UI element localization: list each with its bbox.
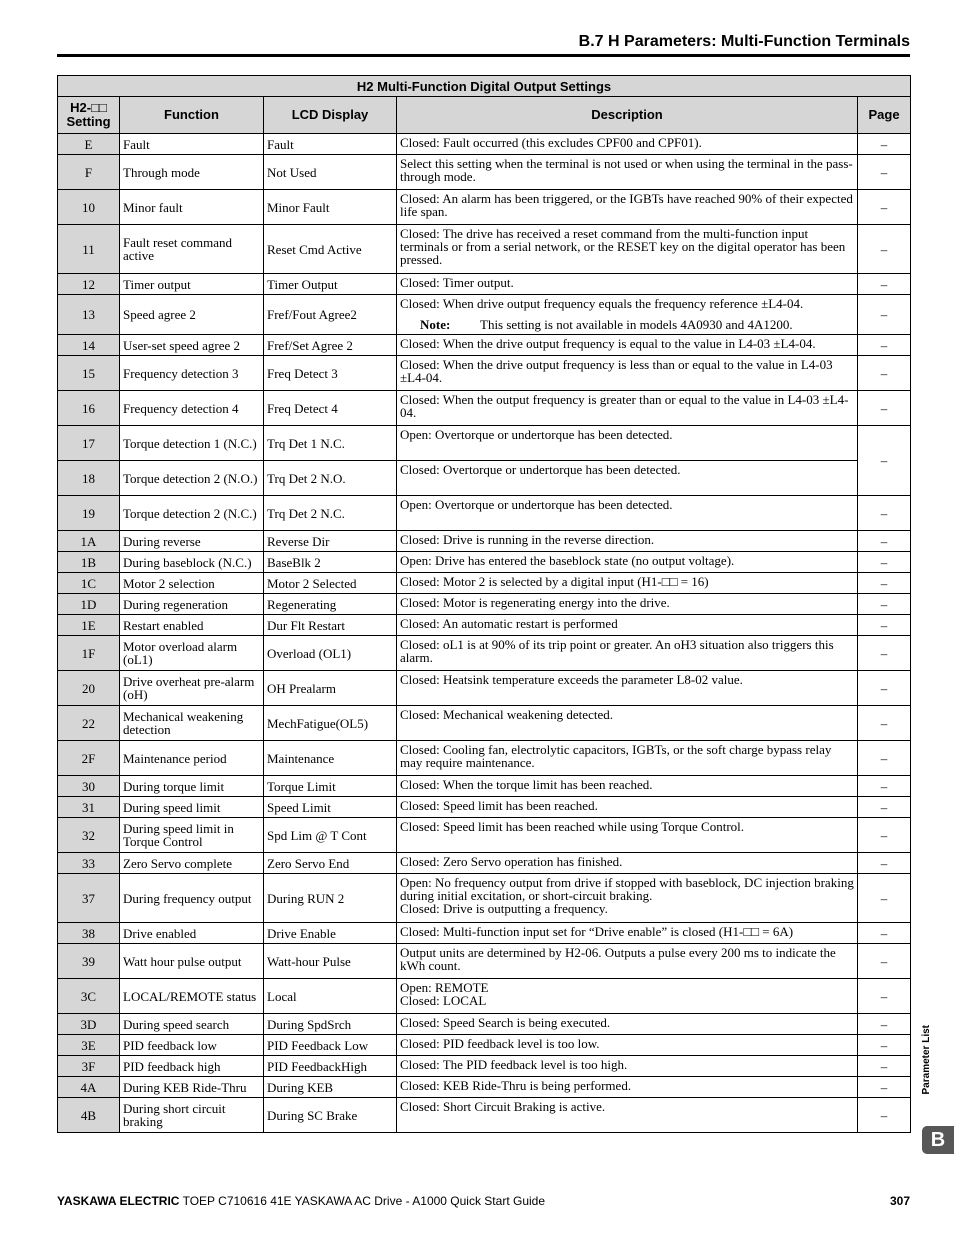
function-cell: Minor fault [120, 190, 264, 225]
description-line: Open: Overtorque or undertorque has been detected. [400, 427, 673, 442]
function-cell: Torque detection 1 (N.C.) [120, 426, 264, 461]
page-cell: – [858, 874, 911, 923]
lcd-display-cell: Timer Output [264, 274, 397, 295]
lcd-display-cell: PID Feedback Low [264, 1035, 397, 1056]
lcd-display-cell: Zero Servo End [264, 853, 397, 874]
page-cell: – [858, 776, 911, 797]
function-cell: PID feedback low [120, 1035, 264, 1056]
description-cell [397, 552, 858, 573]
table-row [58, 853, 911, 874]
setting-cell: 18 [58, 461, 120, 496]
description-cell [397, 134, 858, 155]
description-line: Output units are determined by H2-06. Outputs a pulse every 200 ms to indicate the kWh count. [400, 945, 836, 973]
table-caption: H2 Multi-Function Digital Output Settings [58, 76, 911, 97]
description-cell [397, 594, 858, 615]
function-cell: Drive enabled [120, 923, 264, 944]
lcd-display-cell: During SC Brake [264, 1098, 397, 1133]
description-cell [397, 155, 858, 190]
table-row [58, 426, 911, 461]
description-cell [397, 391, 858, 426]
lcd-display-cell: PID FeedbackHigh [264, 1056, 397, 1077]
function-cell: Motor 2 selection [120, 573, 264, 594]
table-row [58, 552, 911, 573]
page-cell: – [858, 531, 911, 552]
description-line: Open: REMOTE [400, 980, 489, 995]
description-cell [397, 190, 858, 225]
table-row [58, 356, 911, 391]
lcd-display-cell: Torque Limit [264, 776, 397, 797]
function-cell: Speed agree 2 [120, 295, 264, 335]
table-row [58, 671, 911, 706]
setting-cell: 14 [58, 335, 120, 356]
description-line: Closed: Overtorque or undertorque has been detected. [400, 462, 681, 477]
table-row [58, 594, 911, 615]
page-cell: – [858, 636, 911, 671]
function-cell: During speed limit in Torque Control [120, 818, 264, 853]
column-header-page: Page [858, 97, 911, 134]
description-line: Closed: PID feedback level is too low. [400, 1036, 600, 1051]
function-cell: During speed search [120, 1014, 264, 1035]
lcd-display-cell: Watt-hour Pulse [264, 944, 397, 979]
function-cell: During KEB Ride-Thru [120, 1077, 264, 1098]
description-cell [397, 356, 858, 391]
page-cell: – [858, 594, 911, 615]
page-cell: – [858, 155, 911, 190]
setting-cell: 22 [58, 706, 120, 741]
description-cell [397, 874, 858, 923]
table-row [58, 1098, 911, 1133]
setting-cell: 13 [58, 295, 120, 335]
lcd-display-cell: Fault [264, 134, 397, 155]
description-line: Closed: The drive has received a reset command from the multi-function input terminals or from a serial network, or the RESET key on the digital operator has been pressed. [400, 226, 846, 267]
lcd-display-cell: Minor Fault [264, 190, 397, 225]
description-cell [397, 741, 858, 776]
description-line: Closed: KEB Ride-Thru is being performed. [400, 1078, 632, 1093]
table-row [58, 797, 911, 818]
function-cell: Frequency detection 3 [120, 356, 264, 391]
lcd-display-cell: Motor 2 Selected [264, 573, 397, 594]
table-row [58, 391, 911, 426]
setting-cell: 11 [58, 225, 120, 274]
page-cell: – [858, 426, 911, 496]
description-line: Closed: Fault occurred (this excludes CPF00 and CPF01). [400, 135, 702, 150]
table-row [58, 134, 911, 155]
function-cell: During speed limit [120, 797, 264, 818]
lcd-display-cell: Trq Det 1 N.C. [264, 426, 397, 461]
table-row [58, 496, 911, 531]
description-line: Closed: Mechanical weakening detected. [400, 707, 613, 722]
column-header-description: Description [397, 97, 858, 134]
table-row [58, 741, 911, 776]
function-cell: During short circuit braking [120, 1098, 264, 1133]
table-row [58, 274, 911, 295]
description-line: Closed: The PID feedback level is too high. [400, 1057, 628, 1072]
table-row [58, 531, 911, 552]
function-cell: During baseblock (N.C.) [120, 552, 264, 573]
description-cell [397, 225, 858, 274]
setting-cell: 1D [58, 594, 120, 615]
h2-settings-table [57, 75, 911, 1133]
table-row [58, 979, 911, 1014]
lcd-display-cell: MechFatigue(OL5) [264, 706, 397, 741]
setting-cell: 1E [58, 615, 120, 636]
function-cell: Timer output [120, 274, 264, 295]
page-cell: – [858, 818, 911, 853]
function-cell: Restart enabled [120, 615, 264, 636]
description-line: Closed: Drive is running in the reverse direction. [400, 532, 655, 547]
description-line: Closed: Speed Search is being executed. [400, 1015, 611, 1030]
setting-cell: 32 [58, 818, 120, 853]
setting-cell: 12 [58, 274, 120, 295]
side-tab-label: Parameter List [921, 1025, 932, 1095]
function-cell: PID feedback high [120, 1056, 264, 1077]
page-cell: – [858, 671, 911, 706]
table-row [58, 923, 911, 944]
description-cell [397, 776, 858, 797]
table-row [58, 1077, 911, 1098]
lcd-display-cell: Fref/Fout Agree2 [264, 295, 397, 335]
description-line: Open: Drive has entered the baseblock state (no output voltage). [400, 553, 735, 568]
page-cell: – [858, 1014, 911, 1035]
setting-cell: 37 [58, 874, 120, 923]
function-cell: Watt hour pulse output [120, 944, 264, 979]
page-cell: – [858, 741, 911, 776]
lcd-display-cell: Not Used [264, 155, 397, 190]
description-line: Closed: Zero Servo operation has finished. [400, 854, 623, 869]
table-row [58, 874, 911, 923]
description-line: Closed: Drive is outputting a frequency. [400, 901, 608, 916]
description-cell [397, 818, 858, 853]
function-cell: Maintenance period [120, 741, 264, 776]
setting-cell: 15 [58, 356, 120, 391]
description-cell [397, 335, 858, 356]
function-cell: User-set speed agree 2 [120, 335, 264, 356]
description-cell [397, 671, 858, 706]
description-cell [397, 1077, 858, 1098]
lcd-display-cell: Fref/Set Agree 2 [264, 335, 397, 356]
note-text: This setting is not available in models 4A0930 and 4A1200. [480, 317, 793, 332]
page-cell: – [858, 335, 911, 356]
function-cell: Frequency detection 4 [120, 391, 264, 426]
lcd-display-cell: Trq Det 2 N.O. [264, 461, 397, 496]
lcd-display-cell: Freq Detect 4 [264, 391, 397, 426]
description-line: Closed: Multi-function input set for “Drive enable” is closed (H1-□□ = 6A) [400, 924, 794, 939]
description-cell [397, 496, 858, 531]
lcd-display-cell: During RUN 2 [264, 874, 397, 923]
description-cell [397, 979, 858, 1014]
lcd-display-cell: Freq Detect 3 [264, 356, 397, 391]
description-line: Closed: An alarm has been triggered, or the IGBTs have reached 90% of their expected life span. [400, 191, 853, 219]
description-cell [397, 706, 858, 741]
table-row [58, 706, 911, 741]
setting-cell: 20 [58, 671, 120, 706]
description-line: Open: No frequency output from drive if stopped with baseblock, DC injection braking during initial excitation, or short-circuit braking. [400, 875, 854, 903]
table-row [58, 615, 911, 636]
setting-cell: 4B [58, 1098, 120, 1133]
description-line: Closed: An automatic restart is performed [400, 616, 618, 631]
description-cell [397, 573, 858, 594]
description-line: Closed: Cooling fan, electrolytic capacitors, IGBTs, or the soft charge bypass relay may require maintenance. [400, 742, 832, 770]
lcd-display-cell: OH Prealarm [264, 671, 397, 706]
note-line [400, 318, 854, 331]
description-line: Closed: Short Circuit Braking is active. [400, 1099, 606, 1114]
footer-doc: TOEP C710616 41E YASKAWA AC Drive - A1000 Quick Start Guide [182, 1194, 546, 1208]
note-label: Note: [420, 317, 451, 332]
description-cell [397, 853, 858, 874]
setting-cell: E [58, 134, 120, 155]
table-row [58, 1035, 911, 1056]
lcd-display-cell: BaseBlk 2 [264, 552, 397, 573]
page-cell: – [858, 797, 911, 818]
description-line: Closed: Speed limit has been reached while using Torque Control. [400, 819, 745, 834]
setting-cell: 10 [58, 190, 120, 225]
description-cell [397, 531, 858, 552]
page-number: 307 [889, 1194, 910, 1208]
function-cell: During reverse [120, 531, 264, 552]
table-row [58, 295, 911, 335]
lcd-display-cell: Maintenance [264, 741, 397, 776]
description-cell [397, 426, 858, 461]
setting-cell: 3D [58, 1014, 120, 1035]
function-cell: During frequency output [120, 874, 264, 923]
setting-cell: 17 [58, 426, 120, 461]
setting-cell: 1C [58, 573, 120, 594]
lcd-display-cell: Overload (OL1) [264, 636, 397, 671]
setting-cell: 33 [58, 853, 120, 874]
table-row [58, 461, 911, 496]
table-row [58, 225, 911, 274]
page-cell: – [858, 615, 911, 636]
lcd-display-cell: Dur Flt Restart [264, 615, 397, 636]
lcd-display-cell: During KEB [264, 1077, 397, 1098]
description-cell [397, 615, 858, 636]
function-cell: Fault [120, 134, 264, 155]
setting-cell: 30 [58, 776, 120, 797]
description-line: Closed: When the torque limit has been reached. [400, 777, 653, 792]
description-line: Closed: When the drive output frequency is equal to the value in L4-03 ±L4-04. [400, 336, 816, 351]
function-cell: Motor overload alarm (oL1) [120, 636, 264, 671]
page-cell: – [858, 1077, 911, 1098]
column-header-function: Function [120, 97, 264, 134]
description-cell [397, 1035, 858, 1056]
table-row [58, 636, 911, 671]
setting-cell: 4A [58, 1077, 120, 1098]
page-cell: – [858, 1035, 911, 1056]
lcd-display-cell: Spd Lim @ T Cont [264, 818, 397, 853]
page-cell: – [858, 190, 911, 225]
lcd-display-cell: Reverse Dir [264, 531, 397, 552]
function-cell: During regeneration [120, 594, 264, 615]
page-cell: – [858, 979, 911, 1014]
setting-cell: 3C [58, 979, 120, 1014]
description-cell [397, 1056, 858, 1077]
description-cell [397, 636, 858, 671]
table-row [58, 776, 911, 797]
lcd-display-cell: Local [264, 979, 397, 1014]
setting-cell: 39 [58, 944, 120, 979]
function-cell: LOCAL/REMOTE status [120, 979, 264, 1014]
setting-cell: 1A [58, 531, 120, 552]
setting-cell: 1B [58, 552, 120, 573]
setting-cell: 3F [58, 1056, 120, 1077]
description-line: Closed: Heatsink temperature exceeds the parameter L8-02 value. [400, 672, 743, 687]
description-line: Closed: When the drive output frequency is less than or equal to the value in L4-03 ±L4-04. [400, 357, 833, 385]
lcd-display-cell: Speed Limit [264, 797, 397, 818]
setting-cell: 31 [58, 797, 120, 818]
section-title: B.7 H Parameters: Multi-Function Terminals [578, 33, 910, 50]
description-cell [397, 797, 858, 818]
function-cell: Mechanical weakening detection [120, 706, 264, 741]
description-cell [397, 1098, 858, 1133]
description-cell [397, 944, 858, 979]
lcd-display-cell: Drive Enable [264, 923, 397, 944]
table-row [58, 818, 911, 853]
setting-cell: F [58, 155, 120, 190]
page-cell: – [858, 706, 911, 741]
function-cell: Drive overheat pre-alarm (oH) [120, 671, 264, 706]
page-cell: – [858, 923, 911, 944]
table-row [58, 1056, 911, 1077]
setting-cell: 19 [58, 496, 120, 531]
page-cell: – [858, 134, 911, 155]
description-cell [397, 461, 858, 496]
page-cell: – [858, 853, 911, 874]
lcd-display-cell: Trq Det 2 N.C. [264, 496, 397, 531]
lcd-display-cell: During SpdSrch [264, 1014, 397, 1035]
page-cell: – [858, 496, 911, 531]
page-cell: – [858, 1098, 911, 1133]
description-line: Closed: oL1 is at 90% of its trip point or greater. An oH3 situation also triggers this alarm. [400, 637, 834, 665]
description-line: Closed: Speed limit has been reached. [400, 798, 598, 813]
footer-brand: YASKAWA ELECTRIC [57, 1194, 180, 1208]
description-line: Closed: When the output frequency is greater than or equal to the value in L4-03 ±L4-04. [400, 392, 849, 420]
table-row [58, 155, 911, 190]
description-line: Closed: When drive output frequency equals the frequency reference ±L4-04. [400, 296, 804, 311]
page-cell: – [858, 573, 911, 594]
page-cell: – [858, 295, 911, 335]
table-row [58, 573, 911, 594]
setting-cell: 38 [58, 923, 120, 944]
page-cell: – [858, 274, 911, 295]
function-cell: During torque limit [120, 776, 264, 797]
lcd-display-cell: Regenerating [264, 594, 397, 615]
setting-cell: 3E [58, 1035, 120, 1056]
description-line: Select this setting when the terminal is not used or when using the terminal in the pass-through mode. [400, 156, 853, 184]
setting-cell: 16 [58, 391, 120, 426]
description-cell [397, 923, 858, 944]
header-rule [57, 54, 910, 57]
page-cell: – [858, 391, 911, 426]
function-cell: Torque detection 2 (N.O.) [120, 461, 264, 496]
page-footer [57, 1194, 910, 1208]
description-line: Closed: Timer output. [400, 275, 514, 290]
description-line: Closed: Motor 2 is selected by a digital input (H1-□□ = 16) [400, 574, 709, 589]
description-cell [397, 274, 858, 295]
page-cell: – [858, 225, 911, 274]
function-cell: Zero Servo complete [120, 853, 264, 874]
page-cell: – [858, 944, 911, 979]
section-letter-tab: B [922, 1126, 954, 1154]
column-header-setting: H2-□□ Setting [58, 97, 120, 134]
page-cell: – [858, 1056, 911, 1077]
description-cell [397, 1014, 858, 1035]
page-cell: – [858, 552, 911, 573]
table-row [58, 1014, 911, 1035]
description-cell [397, 295, 858, 335]
page-cell: – [858, 356, 911, 391]
function-cell: Fault reset command active [120, 225, 264, 274]
lcd-display-cell: Reset Cmd Active [264, 225, 397, 274]
function-cell: Through mode [120, 155, 264, 190]
column-header-lcd: LCD Display [264, 97, 397, 134]
table-row [58, 335, 911, 356]
table-row [58, 944, 911, 979]
description-line: Open: Overtorque or undertorque has been detected. [400, 497, 673, 512]
description-line: Closed: Motor is regenerating energy into the drive. [400, 595, 670, 610]
description-line: Closed: LOCAL [400, 993, 487, 1008]
setting-cell: 2F [58, 741, 120, 776]
table-row [58, 190, 911, 225]
function-cell: Torque detection 2 (N.C.) [120, 496, 264, 531]
setting-cell: 1F [58, 636, 120, 671]
